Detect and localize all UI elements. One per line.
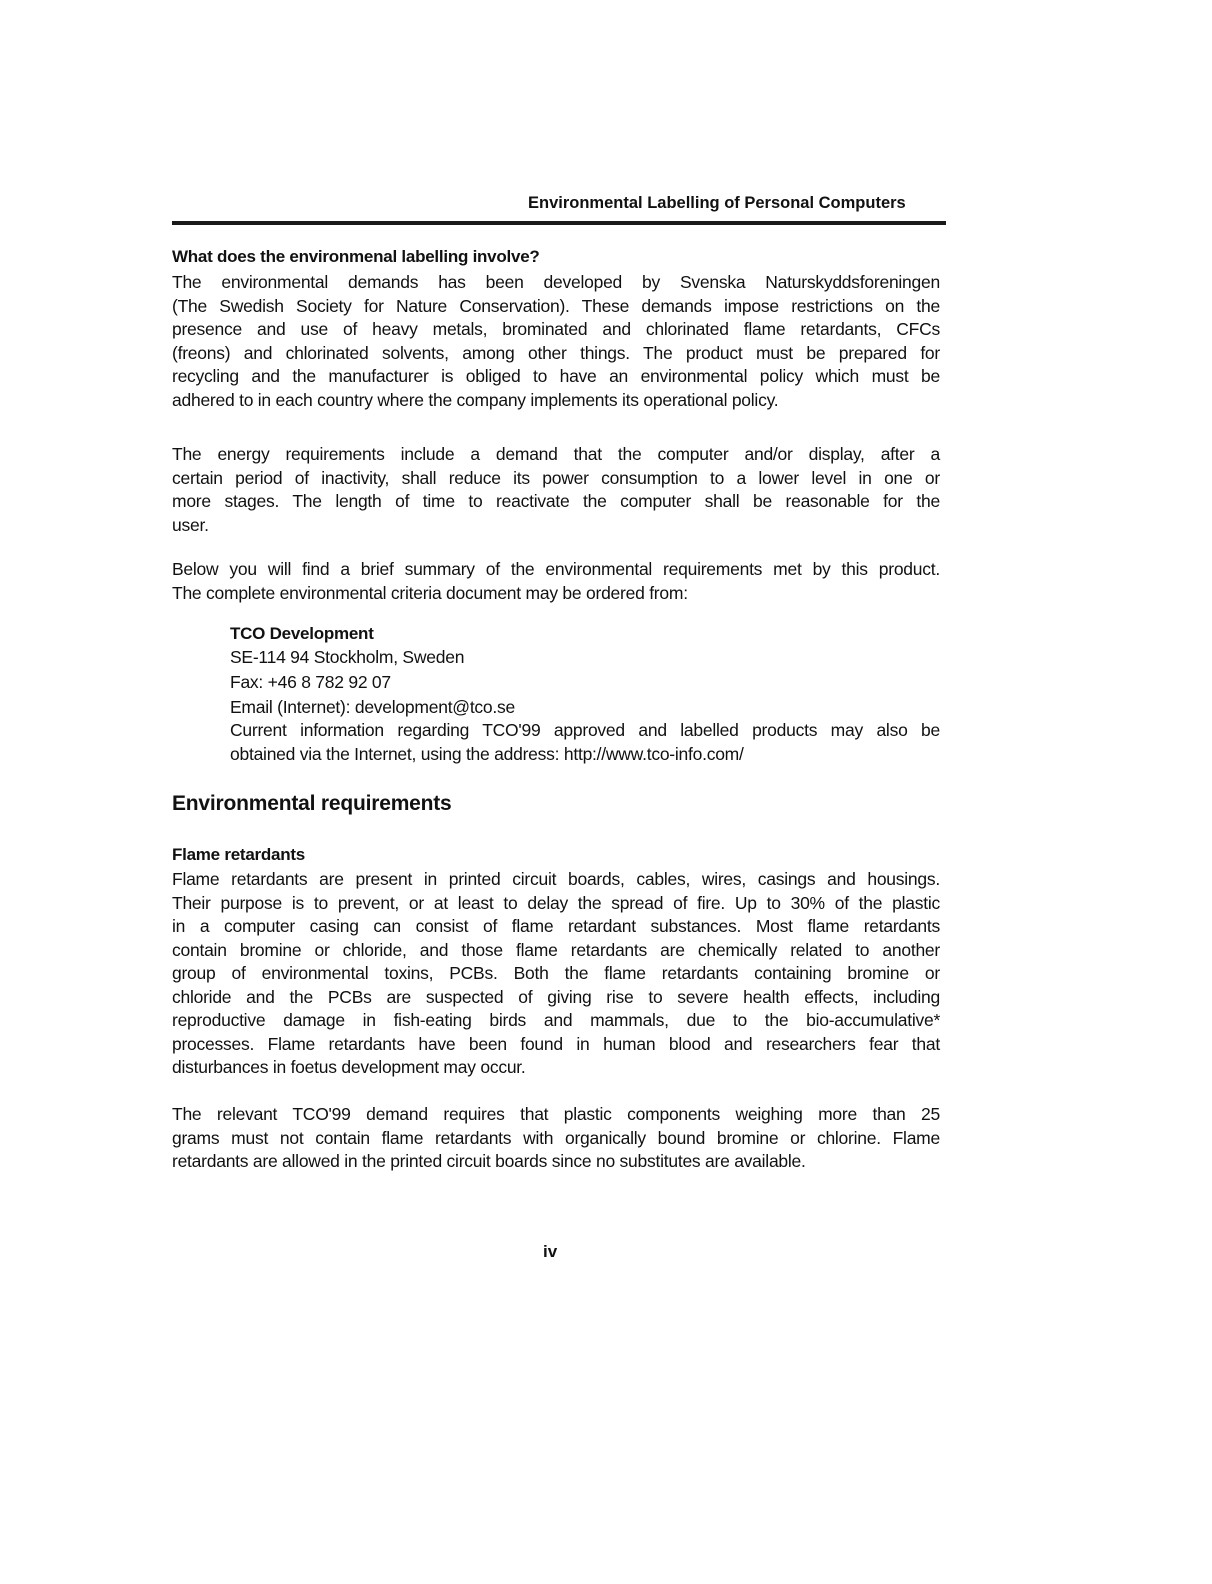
section-heading: What does the environmenal labelling involve? (172, 247, 540, 266)
paragraph (172, 868, 940, 1080)
text-line: reproductive damage in fish-eating birds and mammals, due to the bio-accumulative* (172, 1010, 940, 1030)
page-number: iv (543, 1242, 558, 1261)
text-line: Below you will find a brief summary of the environmental requirements met by this product. (172, 559, 940, 579)
header-rule (172, 221, 946, 225)
paragraph (172, 1103, 940, 1174)
contact-fax: Fax: +46 8 782 92 07 (230, 671, 391, 692)
contact-info-line: obtained via the Internet, using the address: http://www.tco-info.com/ (230, 743, 744, 764)
text-line: grams must not contain flame retardants with organically bound bromine or chlorine. Flame (172, 1127, 940, 1148)
contact-address: SE-114 94 Stockholm, Sweden (230, 646, 465, 667)
contact-email: Email (Internet): development@tco.se (230, 696, 516, 717)
text-line: group of environmental toxins, PCBs. Both the flame retardants containing bromine or (172, 963, 940, 983)
paragraph (172, 271, 940, 412)
text-line: The complete environmental criteria document may be ordered from: (172, 582, 688, 603)
contact-org: TCO Development (230, 624, 374, 643)
paragraph (172, 443, 940, 537)
text-line: adhered to in each country where the company implements its operational policy. (172, 389, 779, 410)
text-line: (freons) and chlorinated solvents, among other things. The product must be prepared for (172, 342, 940, 363)
text-line: The energy requirements include a demand that the computer and/or display, after a (172, 444, 940, 464)
text-line: disturbances in foetus development may occur. (172, 1057, 526, 1077)
text-line: Their purpose is to prevent, or at least to delay the spread of fire. Up to 30% of the plastic (172, 892, 940, 913)
text-line: contain bromine or chloride, and those flame retardants are chemically related to another (172, 939, 940, 960)
text-line: presence and use of heavy metals, brominated and chlorinated flame retardants, CFCs (172, 319, 940, 339)
text-line: chloride and the PCBs are suspected of giving rise to severe health effects, including (172, 986, 940, 1007)
text-line: The relevant TCO'99 demand requires that plastic components weighing more than 25 (172, 1104, 940, 1124)
text-line: recycling and the manufacturer is obliged to have an environmental policy which must be (172, 366, 940, 386)
text-line: processes. Flame retardants have been found in human blood and researchers fear that (172, 1033, 940, 1054)
subsection-heading: Flame retardants (172, 845, 305, 864)
contact-block (230, 622, 940, 766)
contact-info-line: Current information regarding TCO'99 approved and labelled products may also be (230, 720, 940, 740)
text-line: Flame retardants are present in printed circuit boards, cables, wires, casings and housings. (172, 869, 940, 889)
text-line: retardants are allowed in the printed circuit boards since no substitutes are available. (172, 1151, 806, 1171)
section-title: Environmental requirements (172, 792, 452, 815)
text-line: certain period of inactivity, shall reduce its power consumption to a lower level in one or (172, 467, 940, 488)
text-line: in a computer casing can consist of flame retardant substances. Most flame retardants (172, 916, 940, 936)
text-line: user. (172, 514, 209, 535)
text-line: (The Swedish Society for Nature Conservation). These demands impose restrictions on the (172, 295, 940, 316)
running-header: Environmental Labelling of Personal Computers (528, 194, 906, 212)
paragraph (172, 558, 940, 605)
text-line: The environmental demands has been developed by Svenska Naturskyddsforeningen (172, 272, 940, 292)
text-line: more stages. The length of time to reactivate the computer shall be reasonable for the (172, 491, 940, 511)
